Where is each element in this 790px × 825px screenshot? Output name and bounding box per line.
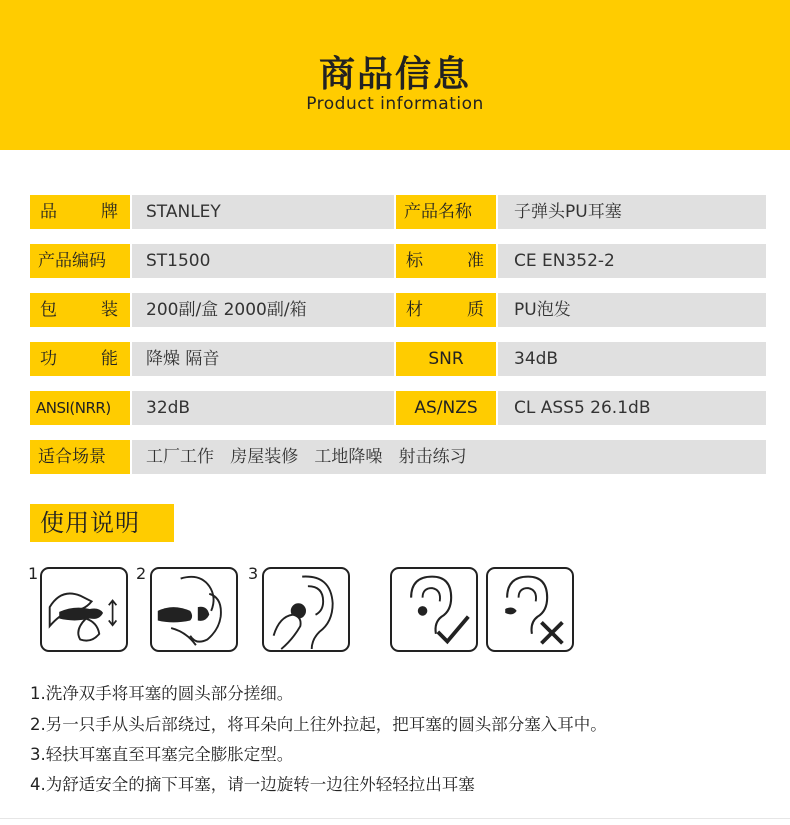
spec-label: 品牌 — [30, 195, 130, 229]
usage-steps — [28, 560, 588, 660]
spec-value: 子弹头PU耳塞 — [498, 195, 766, 229]
spec-label: ANSI(NRR) — [30, 391, 130, 425]
incorrect-fit-icon — [486, 567, 574, 652]
spec-row — [30, 391, 766, 425]
spec-label: 包装 — [30, 293, 130, 327]
spec-value: 32dB — [132, 391, 394, 425]
spec-row — [30, 195, 766, 229]
spec-value: 200副/盒 2000副/箱 — [132, 293, 394, 327]
spec-label: AS/NZS — [396, 391, 496, 425]
instruction-item: 4.为舒适安全的摘下耳塞，请一边旋转一边往外轻轻拉出耳塞 — [30, 775, 475, 794]
step-number: 3 — [248, 564, 259, 583]
spec-label: 材质 — [396, 293, 496, 327]
spec-value: CL ASS5 26.1dB — [498, 391, 766, 425]
spec-value: PU泡发 — [498, 293, 766, 327]
roll-earplug-icon — [40, 567, 128, 652]
step-number: 2 — [136, 564, 147, 583]
usage-title: 使用说明 — [30, 504, 174, 542]
correct-fit-icon — [390, 567, 478, 652]
header-banner — [0, 0, 790, 150]
divider — [0, 818, 790, 819]
step-number: 1 — [28, 564, 39, 583]
spec-row — [30, 293, 766, 327]
instruction-item: 1.洗净双手将耳塞的圆头部分搓细。 — [30, 684, 294, 703]
hold-earplug-icon — [262, 567, 350, 652]
scene-label: 适合场景 — [30, 440, 130, 474]
spec-value: 降燥 隔音 — [132, 342, 394, 376]
page-title: 商品信息 — [318, 54, 471, 95]
spec-value: ST1500 — [132, 244, 394, 278]
spec-label: SNR — [396, 342, 496, 376]
scene-value: 工厂工作 房屋装修 工地降噪 射击练习 — [132, 440, 766, 474]
spec-label: 产品编码 — [30, 244, 130, 278]
spec-label: 产品名称 — [396, 195, 496, 229]
instruction-item: 3.轻扶耳塞直至耳塞完全膨胀定型。 — [30, 745, 294, 764]
instruction-item: 2.另一只手从头后部绕过，将耳朵向上往外拉起，把耳塞的圆头部分塞入耳中。 — [30, 715, 607, 734]
spec-row — [30, 342, 766, 376]
insert-earplug-icon — [150, 567, 238, 652]
spec-value: STANLEY — [132, 195, 394, 229]
spec-row — [30, 244, 766, 278]
spec-label: 标准 — [396, 244, 496, 278]
spec-value: CE EN352-2 — [498, 244, 766, 278]
spec-label: 功能 — [30, 342, 130, 376]
spec-value: 34dB — [498, 342, 766, 376]
page-subtitle: Product information — [306, 94, 484, 114]
spec-row-scene — [30, 440, 766, 474]
